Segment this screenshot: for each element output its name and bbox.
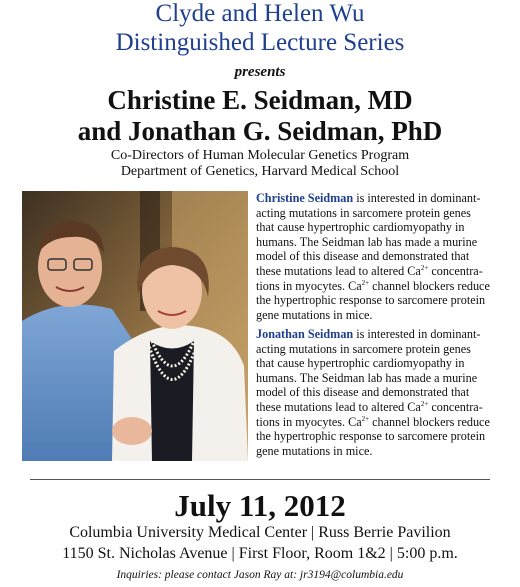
affiliation-line2: Department of Genetics, Harvard Medical School [120,164,400,179]
jonathan-bio [256,327,508,458]
bio-line: acting mutations in sarcomere protein genes [256,205,471,220]
bio-line: Jonathan Seidman is interested in dominant- [256,327,481,341]
venue-line2: 1150 St. Nicholas Avenue | First Floor, Room 1&2 | 5:00 p.m. [62,545,458,562]
divider-rule [30,479,490,480]
speakers-photo [22,191,248,461]
bio-line: gene mutations in mice. [256,307,373,322]
bio-line: humans. The Seidman lab has made a murine [256,234,478,249]
bio-line: humans. The Seidman lab has made a murine [256,370,478,385]
venue-line1: Columbia University Medical Center | Russ Berrie Pavilion [69,524,451,541]
bio-line: these mutations lead to altered $Ca^{2+}$ concentra- [256,263,483,278]
christine-bio [256,191,508,322]
bio-line: acting mutations in sarcomere protein genes [256,341,471,356]
bio-line: model of this disease and demonstrated that [256,249,470,264]
bio-line: the hypertrophic response to sarcomere protein [256,293,486,308]
speaker-name-2: and Jonathan G. Seidman, PhD [77,116,443,146]
speaker-name-1: Christine E. Seidman, MD [107,85,413,115]
inquiries-line: Inquiries: please contact Jason Ray at: jr3194@columbia.edu [116,569,404,581]
bio-line: that cause hypertrophic cardiomyopathy in [256,220,465,235]
bio-line: that cause hypertrophic cardiomyopathy in [256,356,465,371]
christine-name: Christine Seidman [256,191,354,205]
bio-line: these mutations lead to altered $Ca^{2+}$ concentra- [256,399,483,414]
series-title-line2: Distinguished Lecture Series [115,29,405,56]
series-title-line1: Clyde and Helen Wu [155,0,365,27]
presents-label: presents [234,64,286,80]
bio-line: tions in myocytes. $Ca^{2+}$ channel blockers reduce [256,414,490,429]
bio-line: gene mutations in mice. [256,443,373,458]
event-date: July 11, 2012 [174,488,346,523]
jonathan-name: Jonathan Seidman [256,327,354,341]
bio-line: model of this disease and demonstrated that [256,385,470,400]
bio-line: Christine Seidman is interested in dominant- [256,191,481,205]
bio-line: the hypertrophic response to sarcomere protein [256,429,486,444]
affiliation-line1: Co-Directors of Human Molecular Genetics Program [110,148,410,163]
bio-line: tions in myocytes. $Ca^{2+}$ channel blockers reduce [256,278,490,293]
